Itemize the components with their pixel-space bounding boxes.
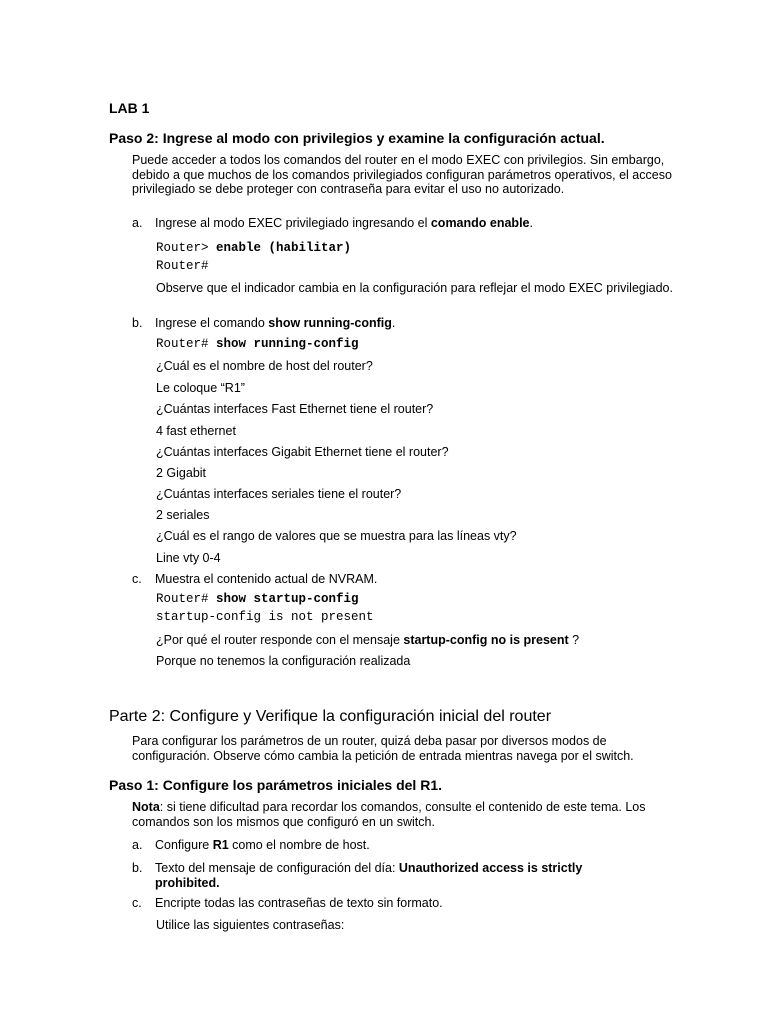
paso2-heading: Paso 2: Ingrese al modo con privilegios y examine la configuración actual. — [109, 130, 605, 146]
paso1-heading: Paso 1: Configure los parámetros iniciales del R1. — [109, 777, 442, 793]
note-label: Nota — [132, 800, 160, 814]
question — [156, 633, 579, 647]
question-text: ¿Por qué el router responde con el mensaje — [156, 633, 404, 647]
item-text-bold: Unauthorized access is strictly — [398, 861, 583, 875]
cmd-prompt: Router> — [156, 241, 217, 255]
passwords-intro: Utilice las siguientes contraseñas: — [156, 918, 345, 932]
question-bold: startup-config no is present — [403, 633, 569, 647]
cmd-output: startup-config is not present — [156, 610, 374, 624]
paso2-intro: Puede acceder a todos los comandos del router en el modo EXEC con privilegios. Sin embargo, debido a que muchos de los comandos privilegiados configuran parámetros operativos, el acceso privilegiado se debe proteger con contraseña para evitar el uso no autorizado. — [132, 153, 672, 197]
paso1-item-c — [132, 896, 443, 910]
item-text-end: como el nombre de host. — [228, 838, 370, 852]
paso1-item-b — [132, 861, 582, 890]
question: ¿Cuál es el nombre de host del router? — [156, 359, 373, 373]
answer: 2 seriales — [156, 508, 210, 522]
item-text: Muestra el contenido actual de NVRAM. — [155, 572, 378, 586]
item-label: c. — [132, 572, 142, 586]
paso1-item-a — [132, 838, 370, 852]
item-text: Ingrese al modo EXEC privilegiado ingresando el — [155, 216, 431, 230]
question: ¿Cuál es el rango de valores que se muestra para las líneas vty? — [156, 529, 517, 543]
item-label: b. — [132, 861, 143, 875]
item-text-bold: R1 — [212, 838, 229, 852]
question-end: ? — [568, 633, 580, 647]
answer: Line vty 0-4 — [156, 551, 221, 565]
item-text-bold-cont: prohibited. — [155, 875, 220, 890]
cmd-text: show startup-config — [216, 592, 359, 606]
paso2-item-a — [132, 216, 533, 230]
lab-title: LAB 1 — [109, 100, 150, 116]
cmd-text: enable (habilitar) — [216, 241, 352, 255]
answer: Le coloque “R1” — [156, 381, 245, 395]
parte2-heading: Parte 2: Configure y Verifique la configuración inicial del router — [109, 708, 552, 725]
answer: 2 Gigabit — [156, 466, 207, 480]
item-text-bold: comando enable — [430, 216, 530, 230]
cmd-router-prompt: Router# — [156, 259, 209, 273]
question: ¿Cuántas interfaces Gigabit Ethernet tiene el router? — [156, 445, 449, 459]
item-text: Texto del mensaje de configuración del día: — [155, 861, 399, 875]
cmd-show-startup — [156, 592, 359, 606]
answer: 4 fast ethernet — [156, 424, 236, 438]
question: ¿Cuántas interfaces Fast Ethernet tiene el router? — [156, 402, 434, 416]
item-text-bold: show running-config — [268, 316, 392, 330]
cmd-prompt: Router# — [156, 337, 217, 351]
item-label: a. — [132, 838, 143, 852]
item-label: b. — [132, 316, 143, 330]
item-text: Ingrese el comando — [155, 316, 269, 330]
cmd-text: show running-config — [216, 337, 359, 351]
observe-note: Observe que el indicador cambia en la configuración para reflejar el modo EXEC privilegiado. — [156, 281, 673, 295]
answer: Porque no tenemos la configuración realizada — [156, 654, 411, 668]
question: ¿Cuántas interfaces seriales tiene el router? — [156, 487, 402, 501]
item-label: a. — [132, 216, 143, 230]
paso2-item-b — [132, 316, 395, 330]
item-text: Encripte todas las contraseñas de texto sin formato. — [155, 896, 443, 910]
cmd-show-running — [156, 337, 359, 351]
cmd-prompt: Router# — [156, 592, 217, 606]
parte2-intro: Para configurar los parámetros de un router, quizá deba pasar por diversos modos de configuración. Observe cómo cambia la petición de entrada mientras navega por el switch. — [132, 734, 634, 763]
note-text: : si tiene dificultad para recordar los comandos, consulte el contenido de este tema. Los comandos son los mismos que configuró en un switch. — [132, 800, 646, 829]
item-label: c. — [132, 896, 142, 910]
cmd-enable — [156, 241, 351, 255]
item-text-end: . — [391, 316, 396, 330]
item-text-end: . — [529, 216, 533, 230]
paso1-note — [132, 800, 672, 829]
item-text: Configure — [155, 838, 213, 852]
paso2-item-c — [132, 572, 377, 586]
